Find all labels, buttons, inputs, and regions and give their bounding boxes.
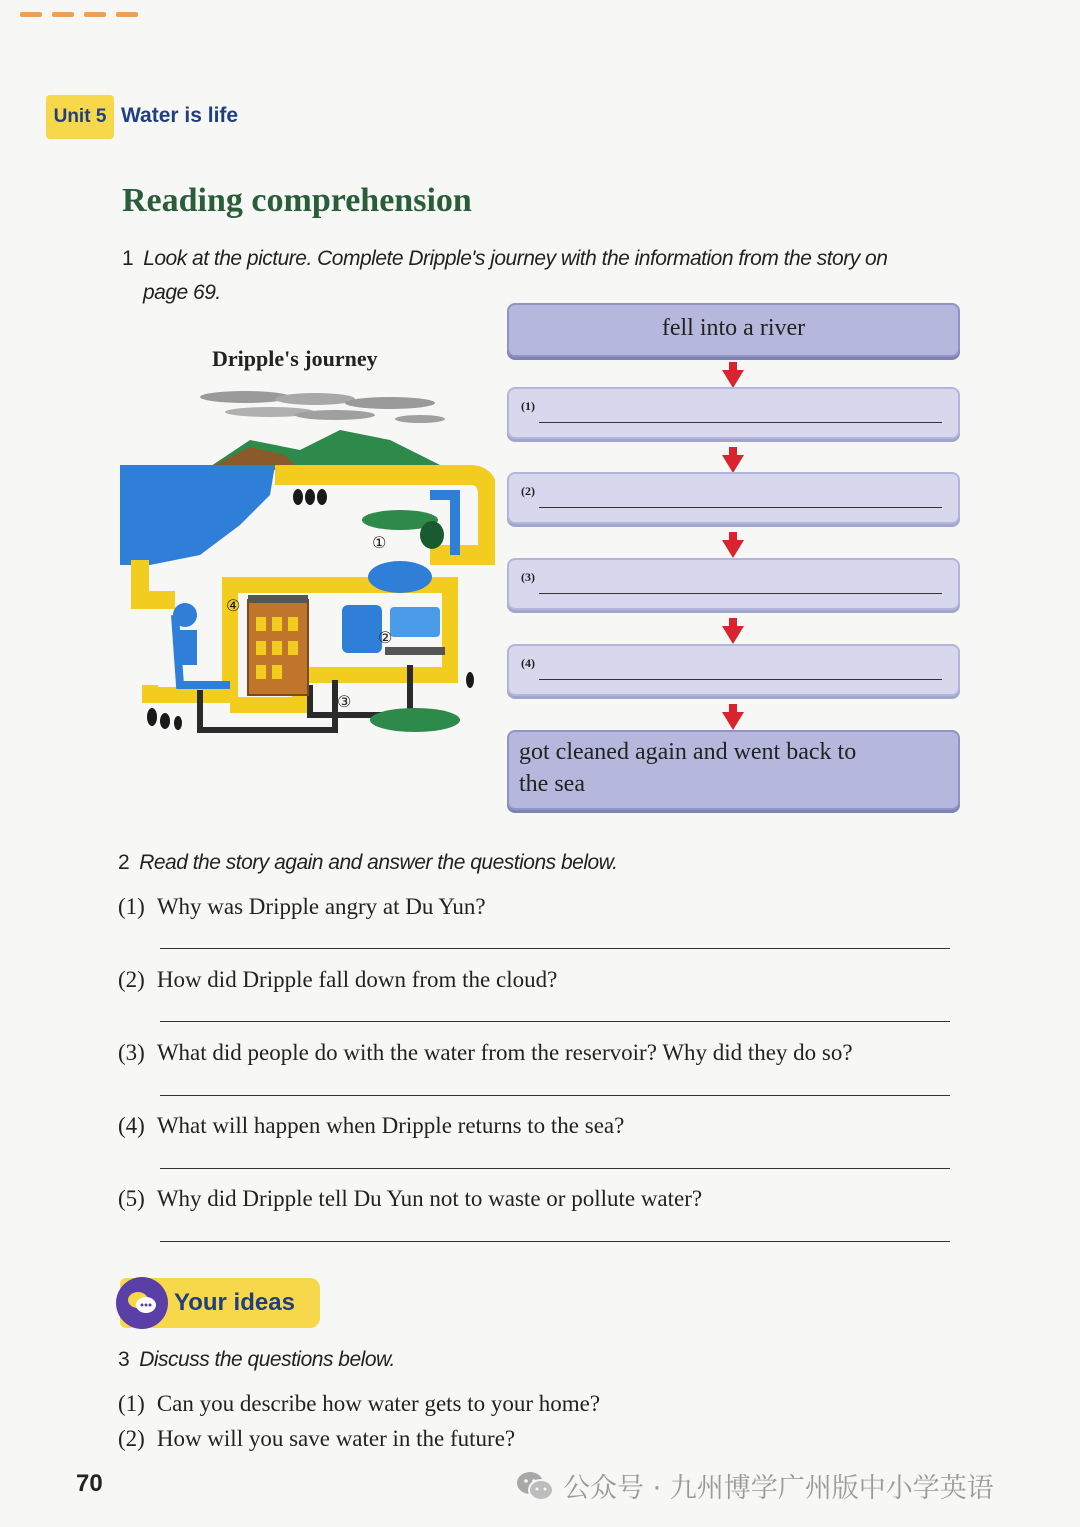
flow-blank-4-line[interactable] — [539, 679, 942, 680]
question-number: (3) — [118, 1040, 145, 1065]
wechat-icon — [515, 1469, 555, 1503]
answer-line-2-4[interactable] — [160, 1168, 950, 1169]
flow-blank-3-line[interactable] — [539, 593, 942, 594]
exercise2-instruction — [118, 851, 618, 875]
your-ideas-label: Your ideas — [174, 1289, 295, 1316]
flow-step-start — [507, 303, 960, 357]
exercise1-instruction-line2: page 69. — [143, 281, 221, 304]
question-text: What will happen when Dripple returns to the sea? — [156, 1113, 625, 1138]
down-arrow-icon — [722, 370, 744, 388]
down-arrow-icon — [722, 626, 744, 644]
flow-blank-4 — [507, 644, 960, 696]
flow-step-end — [507, 730, 960, 810]
question-number: (1) — [118, 1391, 145, 1416]
flow-blank-1-line[interactable] — [539, 422, 942, 423]
flow-step-end-text — [519, 736, 856, 800]
cloud-icon — [200, 391, 290, 403]
question-number: (5) — [118, 1186, 145, 1211]
question-text: Can you describe how water gets to your home? — [156, 1391, 601, 1416]
exercise3-number: 3 — [118, 1348, 130, 1371]
flow-step-start-text: fell into a river — [661, 315, 806, 341]
flow-blank-2-number: (2) — [521, 484, 535, 498]
answer-line-2-1[interactable] — [160, 948, 950, 949]
your-ideas-badge — [120, 1278, 320, 1328]
question-3-1 — [118, 1391, 600, 1417]
reservoir-icon — [368, 561, 432, 593]
marker-4: ④ — [226, 596, 241, 615]
question-text: How will you save water in the future? — [156, 1426, 516, 1451]
down-arrow-icon — [722, 712, 744, 730]
watermark-text: 公众号 · 九州博学广州版中小学英语 — [563, 1473, 994, 1504]
exercise1-number: 1 — [122, 247, 134, 270]
exercise2-number: 2 — [118, 851, 130, 874]
decorative-dashes — [20, 12, 138, 17]
flow-blank-2-line[interactable] — [539, 507, 942, 508]
marker-3: ③ — [337, 692, 352, 711]
unit-badge: Unit 5 — [46, 95, 114, 139]
answer-line-2-5[interactable] — [160, 1241, 950, 1242]
flow-step-end-line2: the sea — [519, 771, 585, 797]
water-cycle-illustration — [110, 385, 495, 745]
exercise3-instruction — [118, 1348, 395, 1372]
question-number: (1) — [118, 894, 145, 919]
question-2-3 — [118, 1040, 853, 1066]
question-text: How did Dripple fall down from the cloud? — [156, 967, 558, 992]
marker-1: ① — [372, 533, 387, 552]
water-tower-icon — [173, 603, 197, 627]
question-2-4 — [118, 1113, 624, 1139]
question-text: Why was Dripple angry at Du Yun? — [156, 894, 486, 919]
question-number: (2) — [118, 967, 145, 992]
exercise1-instruction — [122, 247, 887, 271]
answer-line-2-3[interactable] — [160, 1095, 950, 1096]
unit-title: Water is life — [121, 104, 239, 127]
page-number: 70 — [76, 1470, 103, 1497]
flow-step-end-line1: got cleaned again and went back to — [519, 739, 857, 765]
exercise2-instruction-text: Read the story again and answer the questions below. — [139, 851, 618, 874]
question-number: (4) — [118, 1113, 145, 1138]
question-text: What did people do with the water from the reservoir? Why did they do so? — [156, 1040, 853, 1065]
down-arrow-icon — [722, 455, 744, 473]
exercise3-instruction-text: Discuss the questions below. — [139, 1348, 395, 1371]
flow-blank-2 — [507, 472, 960, 524]
question-text: Why did Dripple tell Du Yun not to waste or pollute water? — [156, 1186, 703, 1211]
section-title: Reading comprehension — [122, 182, 472, 219]
question-2-2 — [118, 967, 557, 993]
flow-blank-3 — [507, 558, 960, 610]
diagram-title: Dripple's journey — [212, 346, 378, 371]
question-3-2 — [118, 1426, 515, 1452]
flow-blank-1-number: (1) — [521, 399, 535, 413]
sea-icon — [120, 465, 275, 565]
flow-blank-4-number: (4) — [521, 656, 535, 670]
exercise1-instruction-line1: Look at the picture. Complete Dripple's journey with the information from the story on — [143, 247, 888, 270]
watermark — [515, 1466, 994, 1505]
flow-blank-3-number: (3) — [521, 570, 535, 584]
question-2-5 — [118, 1186, 702, 1212]
flow-blank-1 — [507, 387, 960, 439]
marker-2: ② — [378, 628, 393, 647]
answer-line-2-2[interactable] — [160, 1021, 950, 1022]
question-2-1 — [118, 894, 486, 920]
down-arrow-icon — [722, 540, 744, 558]
question-number: (2) — [118, 1426, 145, 1451]
speech-bubble-icon — [116, 1277, 168, 1329]
